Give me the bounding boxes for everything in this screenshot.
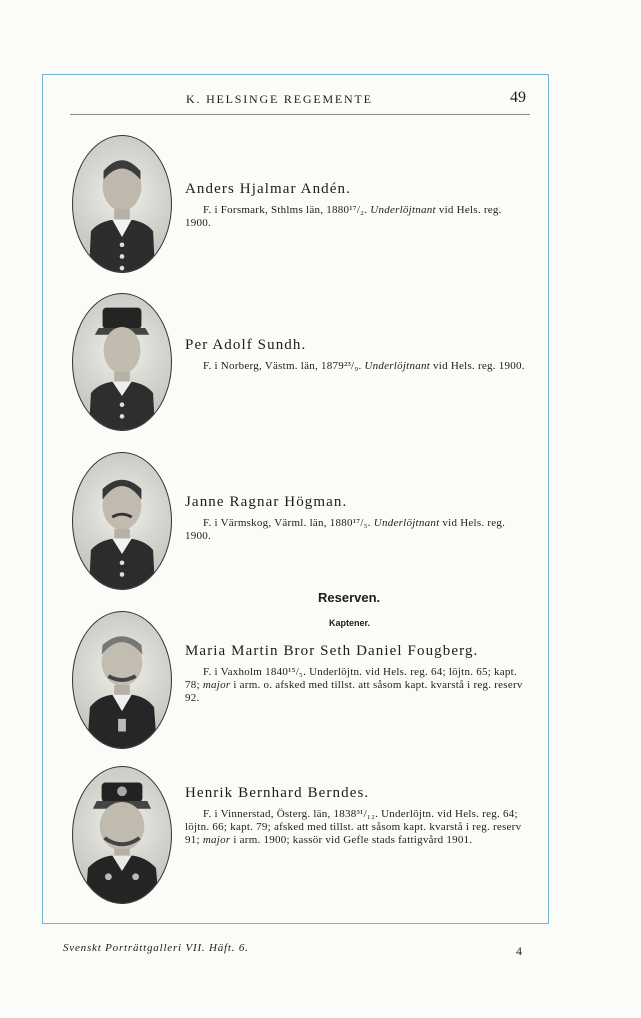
person-name: Janne Ragnar Högman. — [185, 494, 348, 510]
bio-text: F. i Norberg, Västm. län, 1879²³/₉. — [203, 360, 362, 372]
bio-text-end: vid Hels. reg. 1900. — [185, 204, 502, 229]
bio-text-end: vid Hels. reg. 1900. — [433, 360, 525, 372]
rank: major — [202, 834, 231, 846]
biography — [185, 360, 525, 373]
entry-anden — [185, 181, 525, 230]
biography — [185, 666, 525, 705]
bio-text-end: i arm. 1900; kassör vid Gefle stads fattigvård 1901. — [233, 834, 473, 846]
rank: Underlöjtnant — [364, 360, 431, 372]
person-name: Anders Hjalmar Andén. — [185, 181, 351, 197]
portrait-sundh — [72, 293, 172, 431]
bio-text: F. i Forsmark, Sthlms län, 1880¹⁷/₂. — [203, 204, 368, 216]
section-heading: Reserven. — [318, 590, 381, 605]
entry-fougberg — [185, 643, 525, 705]
header-title: K. HELSINGE REGEMENTE — [186, 92, 373, 106]
running-header — [70, 90, 530, 115]
biography — [185, 517, 525, 543]
biography — [185, 204, 525, 230]
rank: Underlöjtnant — [373, 517, 440, 529]
bio-text-end: i arm. o. afsked med tillst. att såsom kapt. kvarstå i reg. reserv 92. — [185, 679, 523, 704]
bio-text: F. i Vinnerstad, Österg. län, 1838³¹/₁₂. Underlöjtn. vid Hels. reg. 64; löjtn. 66; kapt. 79; afsked med tillst. att såsom kapt. kvarstå i reg. reserv 91; — [185, 808, 522, 846]
rank: major — [202, 679, 231, 691]
biography — [185, 808, 525, 847]
bio-text-end: vid Hels. reg. 1900. — [185, 517, 506, 542]
portrait-berndes — [72, 766, 172, 904]
page-number: 49 — [510, 89, 526, 106]
portrait-hogman — [72, 452, 172, 590]
person-name: Henrik Bernhard Berndes. — [185, 785, 370, 801]
subsection-heading: Kaptener. — [329, 618, 371, 628]
entry-berndes — [185, 785, 525, 847]
portrait-fougberg — [72, 611, 172, 749]
bio-text: F. i Vaxholm 1840¹⁵/₅. Underlöjtn. vid Hels. reg. 64; löjtn. 65; kapt. 78; — [185, 666, 517, 691]
footer-publication: Svenskt Porträttgalleri VII. Häft. 6. — [63, 942, 249, 954]
portrait-anden — [72, 135, 172, 273]
person-name: Per Adolf Sundh. — [185, 337, 307, 353]
bio-text: F. i Värmskog, Värml. län, 1880¹⁷/₅. — [203, 517, 371, 529]
person-name: Maria Martin Bror Seth Daniel Fougberg. — [185, 643, 479, 659]
rank: Underlöjtnant — [370, 204, 436, 216]
entry-sundh — [185, 337, 525, 373]
entry-hogman — [185, 494, 525, 543]
footer-signature: 4 — [516, 944, 522, 958]
